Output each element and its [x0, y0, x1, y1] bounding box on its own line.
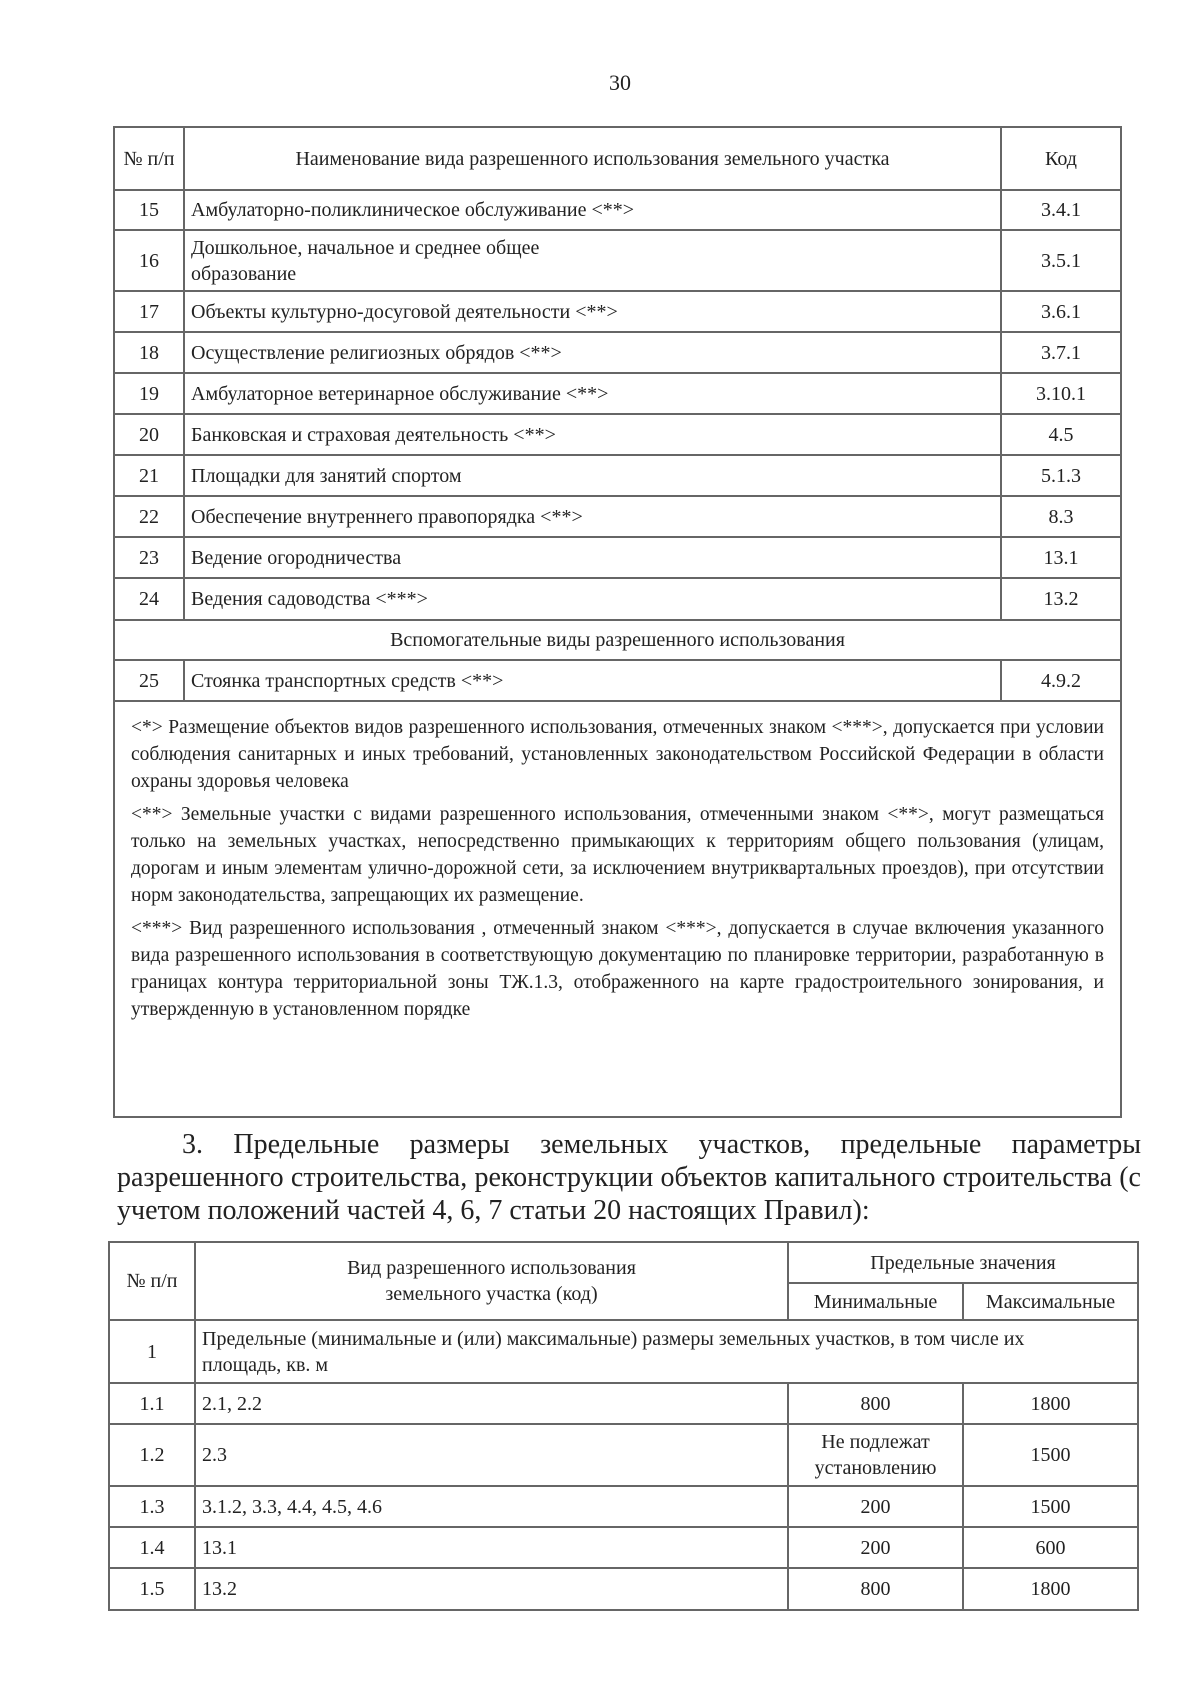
row-name: Дошкольное, начальное и среднее общее образование	[184, 230, 1001, 291]
header-num: № п/п	[109, 1242, 195, 1320]
row-name: Обеспечение внутреннего правопорядка <**>	[184, 496, 1001, 537]
row-min: 800	[788, 1568, 963, 1610]
row-min: 800	[788, 1383, 963, 1424]
row-name: Объекты культурно-досуговой деятельности <**>	[184, 291, 1001, 332]
table-header	[114, 127, 1121, 190]
row-code: 13.1	[1001, 537, 1121, 578]
row-num: 1.4	[109, 1527, 195, 1568]
row-code: 13.2	[1001, 578, 1121, 620]
row-num: 22	[114, 496, 184, 537]
row-name: Площадки для занятий спортом	[184, 455, 1001, 496]
row-max: 1500	[963, 1424, 1138, 1486]
table-row	[114, 291, 1121, 332]
row-name: Ведение огородничества	[184, 537, 1001, 578]
table-row	[114, 190, 1121, 230]
table-row	[109, 1486, 1138, 1527]
header-min: Минимальные	[788, 1283, 963, 1320]
row-num: 17	[114, 291, 184, 332]
footnote-3: <***> Вид разрешенного использования , отмеченный знаком <***>, допускается в случае включения указанного вида разрешенного использования в соответствующую документацию по планировке территории, разработанную в границах контура территориальной зоны ТЖ.1.3, отображенного на карте градостроительного зонирования, и утвержденную в установленном порядке	[131, 918, 1104, 1020]
paragraph-text: 3. Предельные размеры земельных участков, предельные параметры разрешенного строительства, реконструкции объектов капитального строительства (с учетом положений частей 4, 6, 7 статьи 20 настоящих Правил):	[117, 1129, 1141, 1226]
section-paragraph	[117, 1128, 1141, 1227]
row-code: 5.1.3	[1001, 455, 1121, 496]
table-row	[114, 455, 1121, 496]
row-min: 200	[788, 1486, 963, 1527]
row-name: Стоянка транспортных средств <**>	[184, 660, 1001, 701]
row-max: 600	[963, 1527, 1138, 1568]
row-name: Амбулаторно-поликлиническое обслуживание <**>	[184, 190, 1001, 230]
row-code: 3.7.1	[1001, 332, 1121, 373]
row-name: Осуществление религиозных обрядов <**>	[184, 332, 1001, 373]
notes-row	[114, 701, 1121, 1117]
row-num: 23	[114, 537, 184, 578]
table-header	[109, 1242, 1138, 1283]
table-row	[114, 496, 1121, 537]
row-code: 3.6.1	[1001, 291, 1121, 332]
header-name: Наименование вида разрешенного использования земельного участка	[184, 127, 1001, 190]
row-code: 4.9.2	[1001, 660, 1121, 701]
row-name: Амбулаторное ветеринарное обслуживание <**>	[184, 373, 1001, 414]
header-max: Максимальные	[963, 1283, 1138, 1320]
row-num: 1.3	[109, 1486, 195, 1527]
row-num: 24	[114, 578, 184, 620]
row-code: 4.5	[1001, 414, 1121, 455]
permitted-use-table	[113, 126, 1122, 1118]
table-row	[109, 1527, 1138, 1568]
header-num: № п/п	[114, 127, 184, 190]
table-row	[114, 414, 1121, 455]
row-code: 8.3	[1001, 496, 1121, 537]
row-num: 1.5	[109, 1568, 195, 1610]
table-row	[109, 1383, 1138, 1424]
table-row	[114, 578, 1121, 620]
header-name: Вид разрешенного использования земельного участка (код)	[195, 1242, 788, 1320]
group-row	[109, 1320, 1138, 1383]
row-num: 20	[114, 414, 184, 455]
row-name: Банковская и страховая деятельность <**>	[184, 414, 1001, 455]
row-num: 15	[114, 190, 184, 230]
row-min: Не подлежат установлению	[788, 1424, 963, 1486]
row-num: 19	[114, 373, 184, 414]
row-code: 3.1.2, 3.3, 4.4, 4.5, 4.6	[195, 1486, 788, 1527]
row-code: 13.1	[195, 1527, 788, 1568]
table-row	[109, 1424, 1138, 1486]
section-row	[114, 620, 1121, 660]
row-code: 2.3	[195, 1424, 788, 1486]
header-code: Код	[1001, 127, 1121, 190]
table-row	[114, 332, 1121, 373]
row-max: 1500	[963, 1486, 1138, 1527]
row-code: 3.10.1	[1001, 373, 1121, 414]
section-title: Вспомогательные виды разрешенного использования	[114, 620, 1121, 660]
row-num: 25	[114, 660, 184, 701]
footnote-1: <*> Размещение объектов видов разрешенного использования, отмеченных знаком <***>, допускается при условии соблюдения санитарных и иных требований, установленных законодательством Российской Федерации в области охраны здоровья человека	[131, 717, 1104, 792]
footnote-2: <**> Земельные участки с видами разрешенного использования, отмеченными знаком <**>, могут размещаться только на земельных участках, непосредственно примыкающих к территориям общего пользования (улицам, дорогам и иным элементам улично-дорожной сети, за исключением внутриквартальных проездов), при отсутствии норм законодательства, запрещающих их размещение.	[131, 804, 1104, 906]
row-num: 18	[114, 332, 184, 373]
group-title: Предельные (минимальные и (или) максимальные) размеры земельных участков, в том числе их площадь, кв. м	[195, 1320, 1138, 1383]
page-number: 30	[609, 70, 631, 95]
row-name: Ведения садоводства <***>	[184, 578, 1001, 620]
row-num: 16	[114, 230, 184, 291]
row-code: 3.5.1	[1001, 230, 1121, 291]
table-row	[114, 660, 1121, 701]
table-row	[114, 537, 1121, 578]
row-num: 1.2	[109, 1424, 195, 1486]
table-row	[114, 230, 1121, 291]
row-min: 200	[788, 1527, 963, 1568]
row-code: 3.4.1	[1001, 190, 1121, 230]
row-code: 13.2	[195, 1568, 788, 1610]
row-max: 1800	[963, 1568, 1138, 1610]
row-num: 1.1	[109, 1383, 195, 1424]
footnotes	[114, 701, 1121, 1117]
table-row	[109, 1568, 1138, 1610]
row-max: 1800	[963, 1383, 1138, 1424]
limits-table	[108, 1241, 1139, 1611]
row-code: 2.1, 2.2	[195, 1383, 788, 1424]
group-num: 1	[109, 1320, 195, 1383]
table-row	[114, 373, 1121, 414]
header-limits: Предельные значения	[788, 1242, 1138, 1283]
row-num: 21	[114, 455, 184, 496]
